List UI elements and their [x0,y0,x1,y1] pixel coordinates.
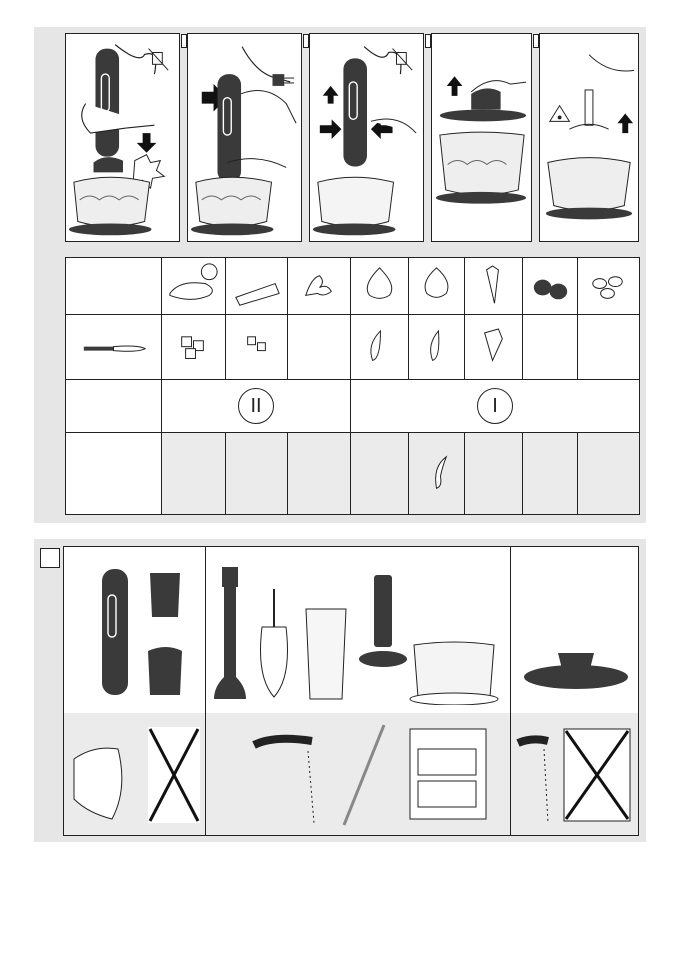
food-onion-cell [351,258,409,315]
group-divider [205,547,206,835]
step-panel-3 [309,33,424,242]
garlic-icon [409,258,464,314]
speed-ii-cell [162,380,351,433]
hand-blender-icon [217,74,241,182]
chopper-bowl-icon [410,642,498,705]
group-divider [510,547,511,835]
group-2-method [214,719,502,829]
step-connector [303,34,309,48]
group-3-method [514,719,634,829]
speed-row-label-cell [66,380,162,433]
carrot-icon [465,258,522,314]
whisk-icon [261,589,288,697]
step-3-illustration [310,34,423,241]
result-carrot-cell [465,433,523,515]
knife-icon [66,315,161,379]
step-connector [533,34,539,48]
result-almonds-cell [578,433,640,515]
food-carrot-cell [465,258,523,315]
prep-almonds-cell [578,315,640,380]
result-cheese-cell [226,433,288,515]
step-panel-2 [187,33,302,242]
prep-garlic-cell [409,315,465,380]
prep-walnuts-cell [523,315,578,380]
step-connector [181,34,187,48]
plug-unplugged-icon [393,49,413,71]
plug-unplugged-icon [149,49,169,71]
food-garlic-cell [409,258,465,315]
lid-cover-icon [148,647,182,695]
step-4-illustration [432,34,531,241]
no-tap-icon [148,727,200,823]
wipe-cloth-icon [74,748,122,819]
onion-icon [351,258,408,314]
arrow-up-icon [616,113,633,133]
food-meat-cell [162,258,226,315]
table-corner-cell [66,258,162,315]
step-connector [425,34,431,48]
herbs-icon [288,258,350,314]
no-dishwasher-icon [564,729,630,821]
plug-icon [273,74,295,86]
beaker-icon [306,609,346,699]
chopper-bowl-icon [318,177,394,226]
chopper-bowl-icon [440,132,524,195]
cleaning-section-label [40,548,60,568]
gear-cap-icon [150,573,180,617]
group-1-parts [94,565,198,705]
group-1-method [68,719,202,829]
dishwasher-icon [410,729,486,819]
result-row-label-cell [66,433,162,515]
result-meat-cell [162,433,226,515]
result-onion-cell [351,433,409,515]
prep-meat-cubes-cell [162,315,226,380]
chopper-bowl-icon [74,177,150,226]
step-panel-4 [431,33,532,242]
speed-ii-symbol: II [238,388,274,424]
tap-icon [308,751,314,823]
blender-shaft-icon [214,567,246,699]
step-panel-5 [539,33,639,242]
food-almonds-cell [578,258,640,315]
prep-carrot-cell [465,315,523,380]
food-herbs-cell [288,258,351,315]
motor-part-icon [102,569,128,695]
chopper-bowl-icon [196,177,272,226]
walnuts-icon [523,258,577,314]
masher-icon [359,575,407,667]
step-2-illustration [188,34,301,241]
step-panel-1 [65,33,180,242]
speed-i-symbol: I [477,388,513,424]
food-cheese-cell [226,258,288,315]
result-garlic-cell [409,433,465,515]
caution-sharp-icon [550,106,570,122]
prep-knife-cell [66,315,162,380]
result-herbs-cell [288,433,351,515]
food-walnuts-cell [523,258,578,315]
prep-cheese-cubes-cell [226,315,288,380]
prep-onion-cell [351,315,409,380]
cleaning-panel [63,546,639,836]
hand-blender-icon [343,58,367,166]
step-5-illustration [540,34,638,241]
speed-i-cell [351,380,640,433]
arrow-up-icon [446,76,463,96]
food-preparation-table [65,257,640,515]
arrow-down-icon [137,133,157,153]
chopper-blade-icon [585,90,593,125]
group-3-parts [522,651,630,697]
arrow-up-icon [322,86,339,104]
chopper-bowl-icon [548,158,630,211]
tap-icon [544,749,548,823]
meat-icon [162,258,225,314]
chopper-lid-icon [440,110,526,122]
result-walnuts-cell [523,433,578,515]
step-1-illustration [66,34,179,241]
cheese-icon [226,258,287,314]
almonds-icon [578,258,639,314]
prep-herbs-cell [288,315,351,380]
hand-blender-icon [95,49,119,157]
group-2-parts [214,565,502,705]
